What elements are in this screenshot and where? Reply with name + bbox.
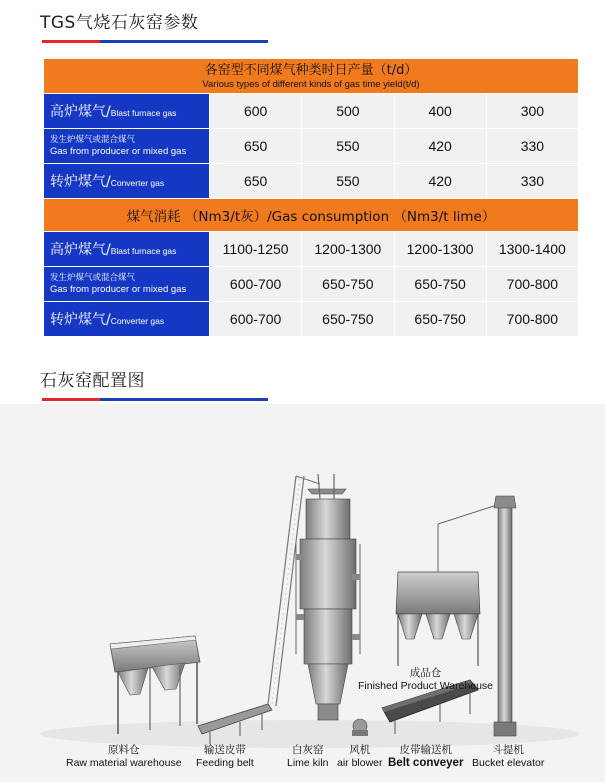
bucket-elevator [494,496,516,736]
table-header-row [44,199,579,232]
yield-header-en: Various types of different kinds of gas time yield(t/d) [202,78,420,90]
table-cell: 600 [210,94,302,129]
row-label: 高炉煤气/Blast furnace gas [44,94,210,129]
yield-header [44,59,579,94]
raw-material-hopper [110,636,200,734]
air-blower [352,719,368,736]
caption-bucket-elevator: 斗提机 Bucket elevator [472,744,545,769]
plant-illustration [0,404,605,782]
table-cell: 420 [394,129,486,164]
caption-lime-kiln: 白灰窑 Lime kiln [287,744,329,769]
title-accent-bar [42,40,268,43]
row-label: 高炉煤气/Blast furnace gas [44,232,210,267]
finished-product-silo [396,504,500,666]
table-cell: 700-800 [486,302,578,337]
lime-kiln [296,474,360,720]
yield-header-cn: 各窑型不同煤气种类时日产量（t/d） [204,62,418,78]
kiln-params-table [43,58,579,337]
table-cell: 550 [302,164,394,199]
row-label: 发生炉煤气或混合煤气 Gas from producer or mixed gas [44,267,210,302]
table-row [44,302,579,337]
caption-raw-material: 原料仓 Raw material warehouse [66,744,182,769]
table-cell: 500 [302,94,394,129]
section-title-params: TGS气烧石灰窑参数 [40,13,199,33]
table-row [44,129,579,164]
consumption-header: 煤气消耗 （Nm3/t灰）/Gas consumption （Nm3/t lime） [44,199,579,232]
title-accent-bar [42,398,268,401]
section-title-config: 石灰窑配置图 [40,371,145,391]
table-cell: 600-700 [210,302,302,337]
kiln-configuration-diagram [0,404,605,782]
table-cell: 330 [486,129,578,164]
table-cell: 330 [486,164,578,199]
row-label: 转炉煤气/Converter gas [44,164,210,199]
table-row [44,164,579,199]
table-cell: 400 [394,94,486,129]
table-cell: 650-750 [302,267,394,302]
table-row [44,232,579,267]
table-cell: 420 [394,164,486,199]
table-row [44,94,579,129]
caption-air-blower: 风机 air blower [337,744,383,769]
row-label: 发生炉煤气或混合煤气 Gas from producer or mixed gas [44,129,210,164]
caption-finished-warehouse: 成品仓 Finished Product Warehouse [358,667,494,692]
table-cell: 1100-1250 [210,232,302,267]
table-cell: 650-750 [394,267,486,302]
caption-belt-conveyer: 皮带输送机 Belt conveyer [388,744,464,769]
table-cell: 700-800 [486,267,578,302]
row-label: 转炉煤气/Converter gas [44,302,210,337]
table-cell: 650 [210,164,302,199]
table-cell: 600-700 [210,267,302,302]
table-cell: 300 [486,94,578,129]
table-row [44,267,579,302]
table-cell: 650 [210,129,302,164]
caption-feeding-belt: 输送皮带 Feeding belt [196,744,254,769]
table-cell: 650-750 [302,302,394,337]
table-cell: 1200-1300 [302,232,394,267]
table-header-row [44,59,579,94]
table-cell: 1300-1400 [486,232,578,267]
table-cell: 650-750 [394,302,486,337]
table-cell: 1200-1300 [394,232,486,267]
table-cell: 550 [302,129,394,164]
